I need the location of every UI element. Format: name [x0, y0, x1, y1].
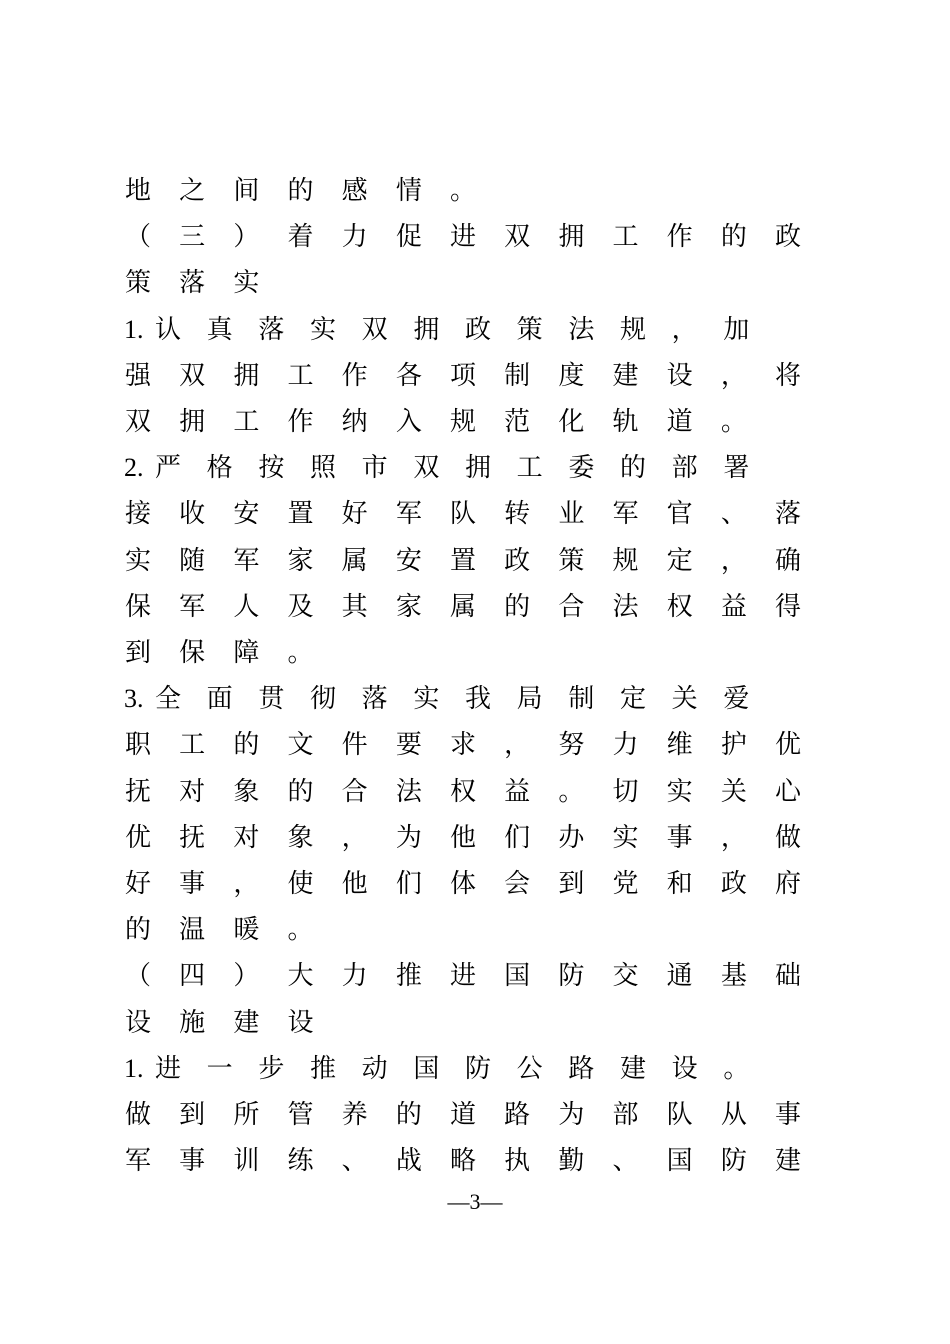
glyph: 防: [558, 961, 585, 992]
glyph: 。: [287, 915, 314, 946]
glyph: 地: [124, 176, 151, 206]
glyph: 严: [154, 453, 181, 484]
glyph: 纳: [341, 407, 368, 437]
glyph: 设: [671, 1053, 698, 1084]
glyph: 权: [449, 776, 476, 807]
glyph: 四: [179, 961, 206, 992]
glyph: 的: [287, 176, 314, 206]
glyph: 对: [179, 776, 206, 807]
glyph: 度: [558, 360, 585, 391]
glyph: 切: [612, 776, 639, 807]
glyph: 感: [341, 176, 368, 206]
glyph: 家: [287, 545, 314, 576]
item-number: 1.: [124, 1053, 144, 1083]
glyph: 转: [504, 499, 531, 530]
glyph: 力: [341, 222, 368, 253]
glyph: 益: [504, 776, 531, 807]
glyph: 好: [124, 869, 151, 899]
glyph: 军: [612, 499, 639, 530]
glyph: 促: [395, 222, 422, 253]
glyph: 。: [723, 1053, 750, 1084]
glyph: 双: [361, 314, 388, 345]
glyph: 职: [124, 730, 151, 761]
glyph: 定: [666, 545, 693, 576]
glyph: 工: [233, 407, 260, 437]
glyph: 我: [464, 684, 491, 715]
glyph: 的: [124, 915, 151, 946]
glyph: 爱: [723, 684, 750, 715]
glyph: 的: [720, 222, 747, 253]
glyph: 置: [449, 545, 476, 576]
glyph: 委: [568, 453, 595, 484]
glyph: 家: [395, 591, 422, 622]
glyph: 施: [179, 1007, 206, 1038]
glyph: 府: [774, 869, 801, 899]
glyph: 工: [516, 453, 543, 484]
glyph: 、: [341, 1146, 368, 1177]
glyph: 进: [154, 1053, 181, 1084]
glyph: 们: [504, 822, 531, 853]
text-line: [124, 263, 802, 303]
glyph: 他: [341, 869, 368, 899]
glyph: 按: [258, 453, 285, 484]
glyph: 政: [504, 545, 531, 576]
glyph: 权: [666, 591, 693, 622]
glyph: ，: [671, 314, 698, 345]
text-line: [124, 1049, 802, 1089]
glyph: 养: [341, 1100, 368, 1130]
glyph: 工: [179, 730, 206, 761]
text-line: [124, 494, 802, 534]
text-line: [124, 818, 802, 858]
glyph: 对: [233, 822, 260, 853]
glyph: 之: [179, 176, 206, 206]
glyph: 局: [516, 684, 543, 715]
glyph: 优: [124, 822, 151, 853]
glyph: 拥: [233, 360, 260, 391]
glyph: 实: [233, 268, 260, 299]
glyph: 军: [179, 591, 206, 622]
glyph: 市: [361, 453, 388, 484]
glyph: 防: [720, 1146, 747, 1177]
text-line: [124, 402, 802, 442]
glyph: 建: [233, 1007, 260, 1038]
glyph: 体: [449, 869, 476, 899]
glyph: 随: [179, 545, 206, 576]
glyph: 障: [233, 638, 260, 668]
glyph: 及: [287, 591, 314, 622]
glyph: 管: [287, 1100, 314, 1130]
glyph: 和: [666, 869, 693, 899]
glyph: 进: [449, 222, 476, 253]
text-line: [124, 587, 802, 627]
glyph: 双: [504, 222, 531, 253]
glyph: 动: [361, 1053, 388, 1084]
glyph: 全: [154, 684, 181, 715]
glyph: 的: [504, 591, 531, 622]
glyph: 设: [124, 1007, 151, 1038]
glyph: 真: [206, 314, 233, 345]
glyph: 关: [720, 776, 747, 807]
glyph: 合: [341, 776, 368, 807]
glyph: 落: [361, 684, 388, 715]
glyph: 落: [179, 268, 206, 299]
glyph: 轨: [612, 407, 639, 437]
text-line: [124, 633, 802, 673]
glyph: 的: [233, 730, 260, 761]
glyph: 法: [395, 776, 422, 807]
glyph: 的: [287, 776, 314, 807]
glyph: 党: [612, 869, 639, 899]
glyph: 贯: [258, 684, 285, 715]
text-line: [124, 171, 802, 211]
text-line: [124, 910, 802, 950]
glyph: 规: [449, 407, 476, 437]
glyph: 官: [666, 499, 693, 530]
glyph: 安: [233, 499, 260, 530]
glyph: 保: [179, 638, 206, 668]
glyph: 到: [124, 638, 151, 668]
glyph: 努: [558, 730, 585, 761]
glyph: （: [124, 961, 151, 992]
glyph: 优: [774, 730, 801, 761]
glyph: 益: [720, 591, 747, 622]
glyph: 公: [516, 1053, 543, 1084]
glyph: 防: [464, 1053, 491, 1084]
glyph: 情: [395, 176, 422, 206]
glyph: 大: [287, 961, 314, 992]
text-line: [124, 864, 802, 904]
glyph: 部: [612, 1100, 639, 1130]
glyph: 法: [612, 591, 639, 622]
glyph: 推: [309, 1053, 336, 1084]
glyph: 好: [341, 499, 368, 530]
item-number: 2.: [124, 453, 144, 483]
glyph: 落: [258, 314, 285, 345]
text-line: [124, 448, 802, 488]
glyph: 从: [720, 1100, 747, 1130]
text-line: [124, 1003, 802, 1043]
glyph: 人: [233, 591, 260, 622]
glyph: 路: [504, 1100, 531, 1130]
glyph: 政: [464, 314, 491, 345]
glyph: 力: [612, 730, 639, 761]
text-line: [124, 217, 802, 257]
glyph: 双: [179, 360, 206, 391]
glyph: 通: [666, 961, 693, 992]
glyph: 规: [612, 545, 639, 576]
glyph: 拥: [464, 453, 491, 484]
glyph: 为: [558, 1100, 585, 1130]
glyph: 为: [395, 822, 422, 853]
glyph: 。: [287, 638, 314, 668]
glyph: 力: [341, 961, 368, 992]
glyph: 定: [619, 684, 646, 715]
glyph: 策: [124, 268, 151, 299]
glyph: 训: [233, 1146, 260, 1177]
glyph: 制: [568, 684, 595, 715]
glyph: 们: [395, 869, 422, 899]
glyph: 件: [341, 730, 368, 761]
glyph: 法: [568, 314, 595, 345]
glyph: 三: [179, 222, 206, 253]
glyph: 将: [774, 360, 801, 391]
glyph: 做: [774, 822, 801, 853]
glyph: 。: [558, 776, 585, 807]
glyph: 作: [287, 407, 314, 437]
glyph: 国: [413, 1053, 440, 1084]
glyph: 得: [774, 591, 801, 622]
glyph: 国: [666, 1146, 693, 1177]
glyph: ，: [720, 822, 747, 853]
glyph: 道: [449, 1100, 476, 1130]
item-number: 1.: [124, 314, 144, 344]
glyph: 军: [233, 545, 260, 576]
glyph: 实: [666, 776, 693, 807]
glyph: 设: [287, 1007, 314, 1038]
glyph: 各: [395, 360, 422, 391]
glyph: 作: [341, 360, 368, 391]
glyph: 认: [154, 314, 181, 345]
glyph: 实: [413, 684, 440, 715]
glyph: 规: [619, 314, 646, 345]
glyph: 照: [309, 453, 336, 484]
glyph: 双: [413, 453, 440, 484]
glyph: 拥: [413, 314, 440, 345]
glyph: 收: [179, 499, 206, 530]
glyph: 实: [309, 314, 336, 345]
text-line: [124, 356, 802, 396]
glyph: 事: [179, 1146, 206, 1177]
glyph: 要: [395, 730, 422, 761]
glyph: ，: [233, 869, 260, 899]
glyph: 工: [287, 360, 314, 391]
glyph: 、: [612, 1146, 639, 1177]
glyph: 心: [774, 776, 801, 807]
text-line: [124, 772, 802, 812]
glyph: 确: [774, 545, 801, 576]
glyph: 接: [124, 499, 151, 530]
glyph: （: [124, 222, 151, 253]
text-line: [124, 310, 802, 350]
glyph: 推: [395, 961, 422, 992]
glyph: 所: [233, 1100, 260, 1130]
glyph: ，: [720, 360, 747, 391]
glyph: 实: [612, 822, 639, 853]
glyph: 军: [124, 1146, 151, 1177]
glyph: 间: [233, 176, 260, 206]
glyph: 策: [516, 314, 543, 345]
glyph: 进: [449, 961, 476, 992]
glyph: 维: [666, 730, 693, 761]
glyph: 政: [720, 869, 747, 899]
glyph: 属: [341, 545, 368, 576]
glyph: 象: [233, 776, 260, 807]
glyph: 、: [720, 499, 747, 530]
glyph: 格: [206, 453, 233, 484]
page-number: —3—: [447, 1189, 503, 1214]
glyph: 一: [206, 1053, 233, 1084]
glyph: 署: [723, 453, 750, 484]
glyph: 执: [504, 1146, 531, 1177]
glyph: 合: [558, 591, 585, 622]
glyph: ，: [504, 730, 531, 761]
glyph: 事: [179, 869, 206, 899]
glyph: 拥: [558, 222, 585, 253]
glyph: 置: [287, 499, 314, 530]
glyph: 做: [124, 1100, 151, 1130]
glyph: 他: [449, 822, 476, 853]
glyph: 的: [619, 453, 646, 484]
glyph: 作: [666, 222, 693, 253]
glyph: 工: [612, 222, 639, 253]
glyph: 落: [774, 499, 801, 530]
glyph: 加: [723, 314, 750, 345]
text-line: [124, 725, 802, 765]
glyph: 温: [179, 915, 206, 946]
glyph: 护: [720, 730, 747, 761]
glyph: 建: [612, 360, 639, 391]
glyph: 象: [287, 822, 314, 853]
glyph: 实: [124, 545, 151, 576]
glyph: 属: [449, 591, 476, 622]
glyph: 道: [666, 407, 693, 437]
glyph: 强: [124, 360, 151, 391]
glyph: 拥: [179, 407, 206, 437]
glyph: 政: [774, 222, 801, 253]
glyph: 建: [619, 1053, 646, 1084]
glyph: 策: [558, 545, 585, 576]
glyph: 项: [449, 360, 476, 391]
glyph: 面: [206, 684, 233, 715]
glyph: 着: [287, 222, 314, 253]
glyph: 国: [504, 961, 531, 992]
glyph: 战: [395, 1146, 422, 1177]
glyph: 部: [671, 453, 698, 484]
text-line: [124, 541, 802, 581]
glyph: ）: [233, 222, 260, 253]
glyph: 化: [558, 407, 585, 437]
glyph: 其: [341, 591, 368, 622]
glyph: 的: [395, 1100, 422, 1130]
glyph: 建: [774, 1146, 801, 1177]
glyph: 使: [287, 869, 314, 899]
glyph: 础: [774, 961, 801, 992]
item-number: 3.: [124, 684, 144, 714]
glyph: 略: [449, 1146, 476, 1177]
text-line: [124, 1095, 802, 1135]
glyph: 抚: [124, 776, 151, 807]
glyph: 保: [124, 591, 151, 622]
glyph: 队: [449, 499, 476, 530]
glyph: 会: [504, 869, 531, 899]
text-line: [124, 679, 802, 719]
glyph: 安: [395, 545, 422, 576]
glyph: ）: [233, 961, 260, 992]
glyph: 抚: [179, 822, 206, 853]
text-line: [124, 1141, 802, 1181]
glyph: 到: [558, 869, 585, 899]
glyph: 到: [179, 1100, 206, 1130]
glyph: 入: [395, 407, 422, 437]
glyph: 关: [671, 684, 698, 715]
glyph: 军: [395, 499, 422, 530]
glyph: ，: [720, 545, 747, 576]
glyph: 文: [287, 730, 314, 761]
glyph: 设: [666, 360, 693, 391]
glyph: 事: [774, 1100, 801, 1130]
glyph: 求: [449, 730, 476, 761]
glyph: 事: [666, 822, 693, 853]
glyph: 彻: [309, 684, 336, 715]
glyph: 制: [504, 360, 531, 391]
glyph: 勤: [558, 1146, 585, 1177]
glyph: 暖: [233, 915, 260, 946]
glyph: ，: [341, 822, 368, 853]
glyph: 办: [558, 822, 585, 853]
glyph: 范: [504, 407, 531, 437]
glyph: 交: [612, 961, 639, 992]
text-line: [124, 956, 802, 996]
glyph: 路: [568, 1053, 595, 1084]
glyph: 步: [258, 1053, 285, 1084]
glyph: 业: [558, 499, 585, 530]
glyph: 基: [720, 961, 747, 992]
glyph: 练: [287, 1146, 314, 1177]
glyph: 。: [449, 176, 476, 206]
glyph: 队: [666, 1100, 693, 1130]
glyph: 双: [124, 407, 151, 437]
glyph: 。: [720, 407, 747, 437]
